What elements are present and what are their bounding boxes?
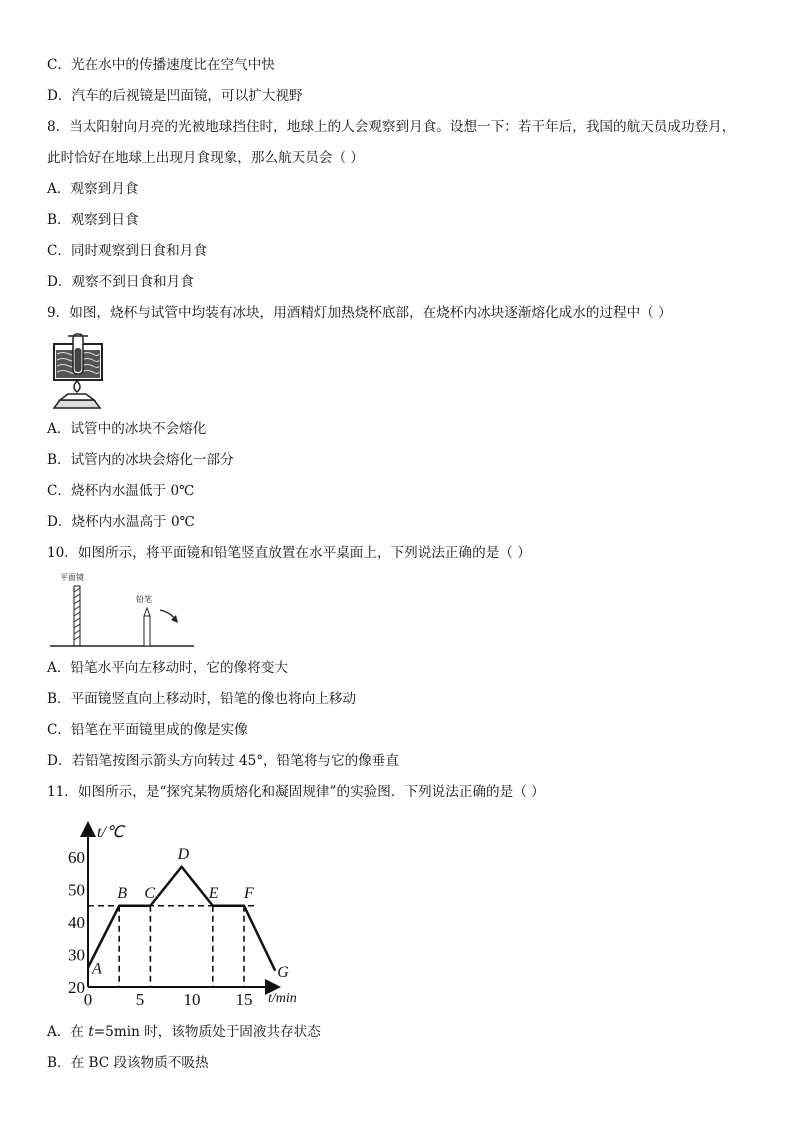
- y-tick-label: 20: [68, 978, 85, 997]
- x-tick-label: 10: [183, 990, 201, 1009]
- point-label-G: G: [277, 963, 289, 981]
- q11-option-b: B．在 BC 段该物质不吸热: [47, 1055, 209, 1071]
- q11-option-a-var: t: [88, 1024, 94, 1040]
- line-q7-d: D．汽车的后视镜是凹面镜，可以扩大视野: [47, 88, 303, 104]
- x-tick-label: 0: [83, 990, 93, 1009]
- q9-option-d: D．烧杯内水温高于 0℃: [47, 514, 195, 530]
- y-tick-label: 50: [68, 880, 85, 900]
- q9-option-b: B．试管内的冰块会熔化一部分: [47, 452, 234, 468]
- x-axis-label: t/min: [268, 991, 297, 1006]
- beaker-lamp-figure: [50, 330, 110, 412]
- label-pencil: 铅笔: [136, 595, 152, 604]
- point-label-F: F: [244, 884, 254, 902]
- y-tick-label: 60: [68, 848, 85, 867]
- point-label-B: B: [117, 884, 127, 902]
- flame: [74, 381, 80, 392]
- q8-stem-line1: 8．当太阳射向月亮的光被地球挡住时，地球上的人会观察到月食。设想一下：若干年后，我国的航天员成功登月，: [47, 119, 736, 135]
- q8-option-b: B．观察到日食: [47, 212, 139, 228]
- q11-option-a-rest: =5min 时，该物质处于固液共存状态: [93, 1024, 321, 1040]
- q8-stem-line2: 此时恰好在地球上出现月食现象，那么航天员会（ ）: [47, 150, 364, 166]
- x-tick-label: 5: [135, 990, 145, 1009]
- mirror-pencil-figure: [48, 568, 198, 652]
- melting-curve-chart: [55, 815, 325, 1015]
- label-mirror: 平面镜: [60, 573, 84, 582]
- line-q7-c: C．光在水中的传播速度比在空气中快: [47, 57, 275, 73]
- q11-option-a: [47, 1023, 321, 1041]
- q9-option-c: C．烧杯内水温低于 0℃: [47, 483, 195, 499]
- temperature-curve: [88, 867, 275, 971]
- q10-option-a: A．铅笔水平向左移动时，它的像将变大: [47, 660, 288, 676]
- q11-option-a-prefix: A．在: [47, 1024, 89, 1040]
- y-tick-label: 40: [68, 913, 85, 932]
- q9-option-a: A．试管中的冰块不会熔化: [47, 421, 207, 437]
- y-axis-label: t/℃: [97, 824, 124, 841]
- q10-stem: 10．如图所示，将平面镜和铅笔竖直放置在水平桌面上，下列说法正确的是（ ）: [47, 545, 531, 561]
- q8-option-d: D．观察不到日食和月食: [47, 274, 194, 290]
- point-label-D: D: [177, 845, 190, 863]
- pencil: [144, 616, 150, 646]
- point-label-E: E: [208, 884, 219, 902]
- point-label-A: A: [92, 960, 102, 978]
- alcohol-lamp: [54, 400, 100, 408]
- q10-option-c: C．铅笔在平面镜里成的像是实像: [47, 722, 248, 738]
- y-tick-label: 30: [68, 945, 85, 965]
- q11-stem: 11．如图所示，是“探究某物质熔化和凝固规律”的实验图．下列说法正确的是（ ）: [47, 784, 545, 800]
- x-tick-label: 15: [235, 990, 253, 1009]
- q9-stem: 9．如图，烧杯与试管中均装有冰块，用酒精灯加热烧杯底部，在烧杯内冰块逐渐熔化成水的过程中（ ）: [47, 305, 672, 321]
- q10-option-d: D．若铅笔按图示箭头方向转过 45°，铅笔将与它的像垂直: [47, 753, 399, 769]
- q10-option-b: B．平面镜竖直向上移动时，铅笔的像也将向上移动: [47, 691, 357, 707]
- q8-option-a: A．观察到月食: [47, 181, 139, 197]
- point-label-C: C: [144, 884, 156, 902]
- q8-option-c: C．同时观察到日食和月食: [47, 243, 207, 259]
